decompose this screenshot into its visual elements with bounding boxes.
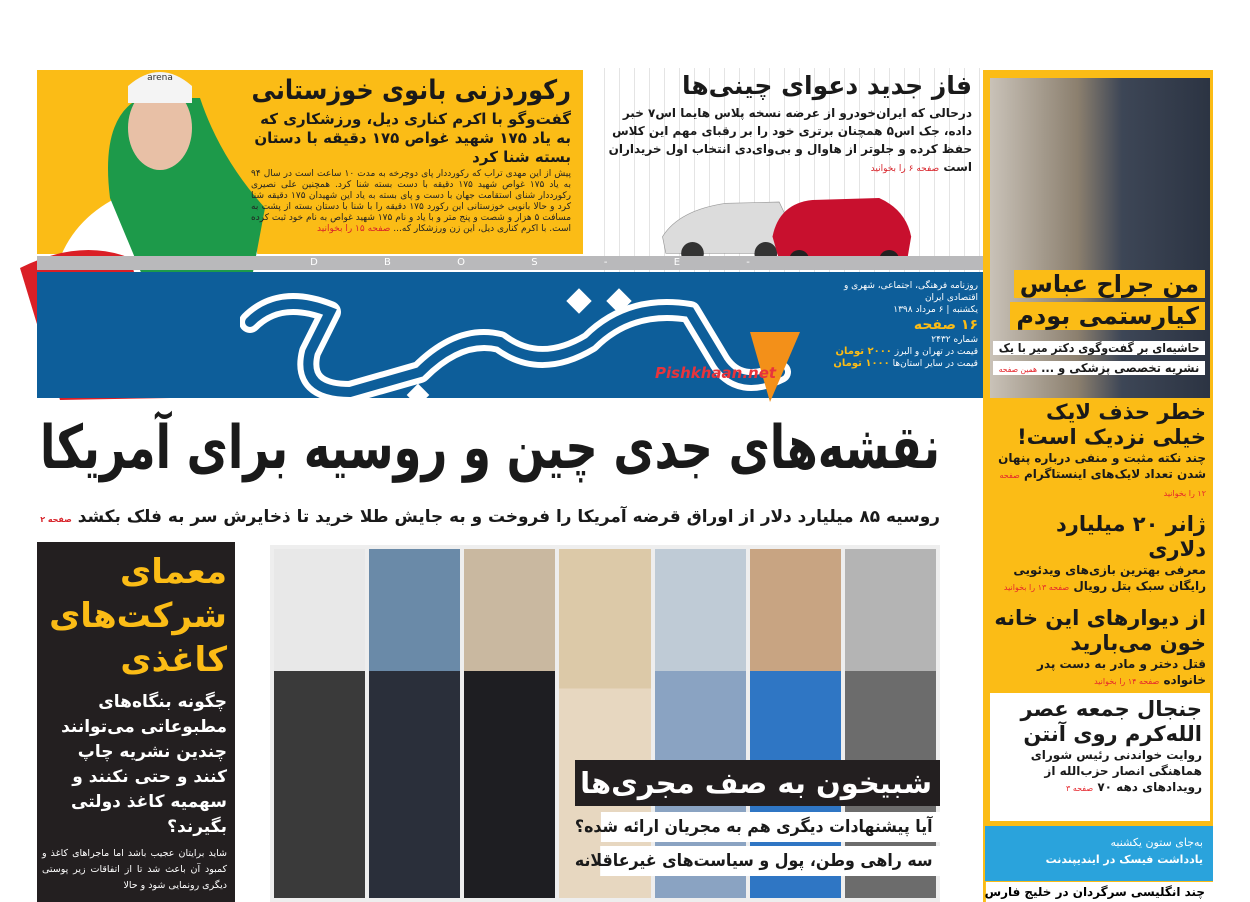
- story-allahkaram: جنجال جمعه عصر الله‌کرم روی آنتن روایت خواندنی رئیس شورای هماهنگی انصار حزب‌الله از رویدادهای دهه ۷۰ صفحه ۳: [990, 693, 1210, 821]
- cars-link[interactable]: صفحه ۶ را بخوانید: [870, 164, 940, 174]
- paper-subtitle: چگونه بنگاه‌های مطبوعاتی می‌توانند چندین نشریه چاپ کنند و حتی نکنند و سهمیه کاغذ دولتی بگیرند؟: [61, 692, 227, 837]
- price-tehran: قیمت در تهران و البرز ۲۰۰۰ تومان: [835, 346, 978, 357]
- watermark: Pishkhaan.net: [655, 364, 777, 382]
- issue-number: شماره ۲۴۳۲: [931, 335, 978, 345]
- paper-title: معمای شرکت‌های کاغذی: [49, 552, 227, 680]
- paper-body: شاید برایتان عجیب باشد اما ماجراهای کاغذ و کمبود آن باعث شد تا از اتفاقات زیر پوستی دیگری رونمایی شود و حالا: [42, 848, 227, 891]
- presenters-title: شبیخون به صف مجری‌ها: [575, 760, 940, 806]
- sports-link[interactable]: صفحه ۱۵ را بخوانید: [317, 224, 391, 234]
- paper-companies-box: [37, 542, 235, 902]
- sports-subtitle: گفت‌وگو با اکرم کناری دیل، ورزشکاری که به یاد ۱۷۵ شهید غواص ۱۷۵ دقیقه با دستان بسته شنا کرد: [254, 110, 571, 166]
- presenters-line2: سه راهی وطن، پول و سیاست‌های غیرعاقلانه: [600, 846, 940, 876]
- stripe-letter: D: [310, 257, 318, 268]
- presenters-line1: آیا پیشنهادات دیگری هم به مجریان ارائه شده؟: [601, 812, 940, 842]
- main-subheadline: روسیه ۸۵ میلیارد دلار از اوراق قرضه آمریکا را فروخت و به جایش طلا خرید تا ذخایرش سر به فلک بکشد صفحه ۲: [40, 507, 940, 527]
- sports-story-text: [37, 70, 583, 254]
- stripe-letter: S: [531, 257, 538, 268]
- murder-link[interactable]: صفحه ۱۴ را بخوانید: [1094, 677, 1160, 686]
- sports-title: رکوردزنی بانوی خوزستانی: [251, 75, 571, 106]
- presenter-photo: [274, 549, 365, 898]
- cars-body: درحالی که ایران‌خودرو از عرضه نسخه پلاس هایما اس۷ خبر داده، جک اس۵ همچنان برتری خود را بر رقبای مهم این کلاس حفظ کرده و جلوتر از هاوال و بی‌وای‌دی انتخاب اول خریداران است صفحه ۶ را بخوانید: [608, 106, 972, 174]
- column-title: یادداشت فیسک در ایندیپندنت: [1045, 853, 1203, 866]
- issue-date: یکشنبه | ۶ مرداد ۱۳۹۸: [893, 305, 978, 315]
- story-likes: خطر حذف لایک خیلی نزدیک است! چند نکته مثبت و منفی درباره پنهان شدن تعداد لایک‌های اینستاگرام صفحه ۱۲ را بخوانید: [998, 400, 1206, 498]
- masthead-info: [820, 280, 978, 370]
- cars-story-text: [590, 68, 980, 198]
- sports-body: پیش از این مهدی تراب که رکورددار پای دوچرخه به مدت ۱۰ ساعت است در سال ۹۴ به یاد ۱۷۵ غواص شهید ۱۷۵ دقیقه با دست بسته شنا کرد. همچنین علی نصیری رکورددار شنای استقامت جهان با دست و پای بسته به یاد این شهیدان ۱۷۵ دقیقه شنا کرد و حالا بانویی خوزستانی این رکورد ۱۷۵ دقیقه را با شنا با دستان بسته از پشت به مسافت ۵ هزار و شصت و پنج متر و با یاد و نام ۱۷۵ شهید غواص به نام خود ثبت کرده است. با اکرم کناری دیل، این زن ورزشکار که... صفحه ۱۵ را بخوانید: [251, 169, 572, 234]
- main-link[interactable]: صفحه ۲: [40, 515, 72, 524]
- right-stories: [990, 400, 1210, 690]
- column-teaser: چند انگلیسی سرگردان در خلیج فارس: [986, 882, 1213, 902]
- cars-title: فاز جدید دعوای چینی‌ها: [681, 71, 972, 100]
- stripe-letter: O: [457, 257, 466, 268]
- allahkaram-link[interactable]: صفحه ۳: [1066, 784, 1094, 793]
- stripe-letter: B: [384, 257, 391, 268]
- story-games: ژانر ۲۰ میلیارد دلاری معرفی بهترین بازی‌های ویدئویی رایگان سبک بتل رویال صفحه ۱۳ را بخوانید: [1003, 512, 1206, 593]
- likes-link[interactable]: صفحه ۱۲ را بخوانید: [999, 471, 1206, 498]
- story-murder: از دیوارهای این خانه خون می‌بارید قتل دختر و مادر به دست پدر خانواده صفحه ۱۴ را بخوانید: [994, 606, 1206, 687]
- murder-body: قتل دختر و مادر به دست پدر خانواده: [1037, 657, 1206, 687]
- games-link[interactable]: صفحه ۱۳ را بخوانید: [1003, 583, 1070, 592]
- column-label: به‌جای ستون یکشنبه: [1110, 836, 1203, 849]
- price-other: قیمت در سایر استان‌ها ۱۰۰۰ تومان: [833, 358, 978, 369]
- main-headline: نقشه‌های جدی چین و روسیه برای آمریکا: [39, 413, 940, 483]
- interview-sub: حاشیه‌ای بر گفت‌وگوی دکتر میر با یک نشریه تخصصی پزشکی و ... همین صفحه: [993, 338, 1205, 380]
- paper-description: روزنامه فرهنگی، اجتماعی، شهری و اقتصادی ایران: [843, 281, 978, 303]
- column-box: [985, 826, 1213, 881]
- stripe-letter: E: [673, 257, 681, 268]
- interview-title: من جراح عباس کیارستمی بودم: [993, 268, 1205, 332]
- interview-link[interactable]: همین صفحه: [998, 365, 1038, 374]
- presenter-photo: [464, 549, 555, 898]
- stripe-letter: -: [603, 257, 608, 268]
- stripe-letter: -: [746, 257, 750, 268]
- page-count: ۱۶ صفحه: [913, 317, 978, 333]
- presenter-photo: [369, 549, 460, 898]
- svg-text:arena: arena: [147, 73, 173, 83]
- newspaper-logo: [240, 262, 800, 412]
